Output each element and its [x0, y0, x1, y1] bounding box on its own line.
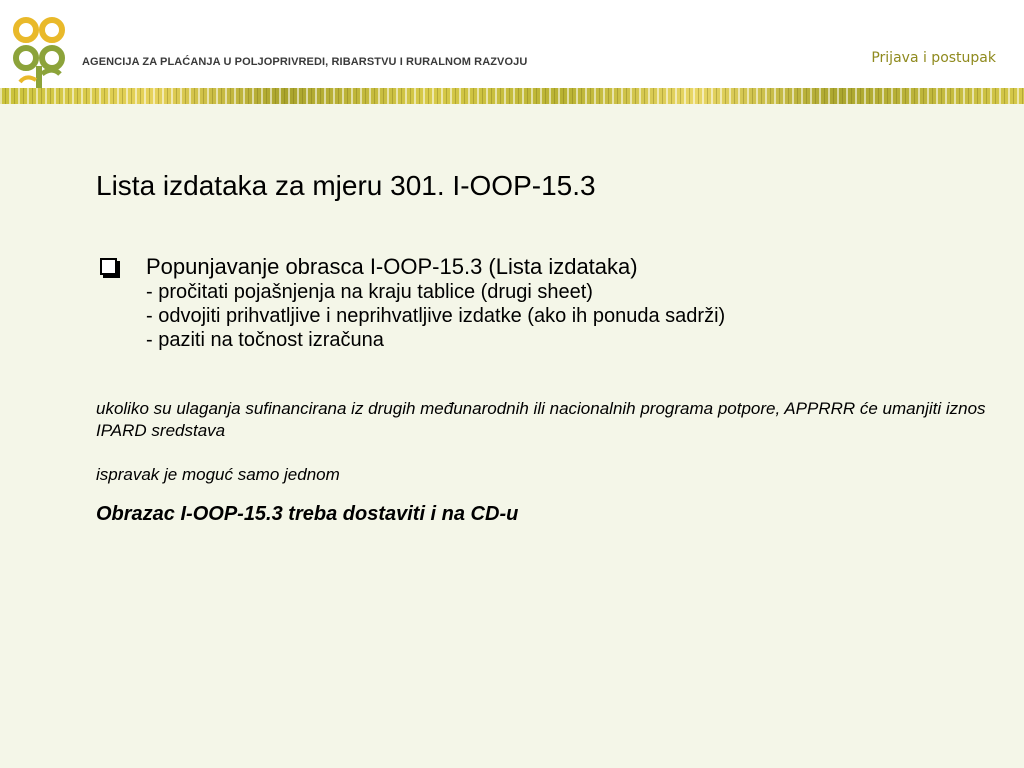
- agency-name: AGENCIJA ZA PLAĆANJA U POLJOPRIVREDI, RIBARSTVU I RURALNOM RAZVOJU: [82, 56, 528, 68]
- sub-list: [96, 280, 996, 352]
- note-cofinancing: ukoliko su ulaganja sufinancirana iz drugih međunarodnih ili nacionalnih programa potpore, APPRRR će umanjiti iznos IPARD sredstava: [96, 399, 986, 440]
- header-decorative-stripe: [0, 88, 1024, 104]
- sub-item: - paziti na točnost izračuna: [146, 329, 384, 351]
- final-note: Obrazac I-OOP-15.3 treba dostaviti i na CD-u: [96, 503, 519, 525]
- note-correction: ispravak je moguć samo jednom: [96, 465, 340, 484]
- slide-header: [0, 0, 1024, 104]
- slide-content: [96, 170, 996, 526]
- sub-item: - pročitati pojašnjenja na kraju tablice (drugi sheet): [146, 281, 593, 303]
- slide-title: Lista izdataka za mjeru 301. I-OOP-15.3: [96, 170, 596, 201]
- section-label: Prijava i postupak: [871, 50, 996, 66]
- checkbox-bullet-icon: [100, 258, 117, 275]
- bullet-item: [96, 254, 996, 280]
- bullet-text: Popunjavanje obrasca I-OOP-15.3 (Lista izdataka): [146, 254, 638, 279]
- sub-item: - odvojiti prihvatljive i neprihvatljive izdatke (ako ih ponuda sadrži): [146, 305, 726, 327]
